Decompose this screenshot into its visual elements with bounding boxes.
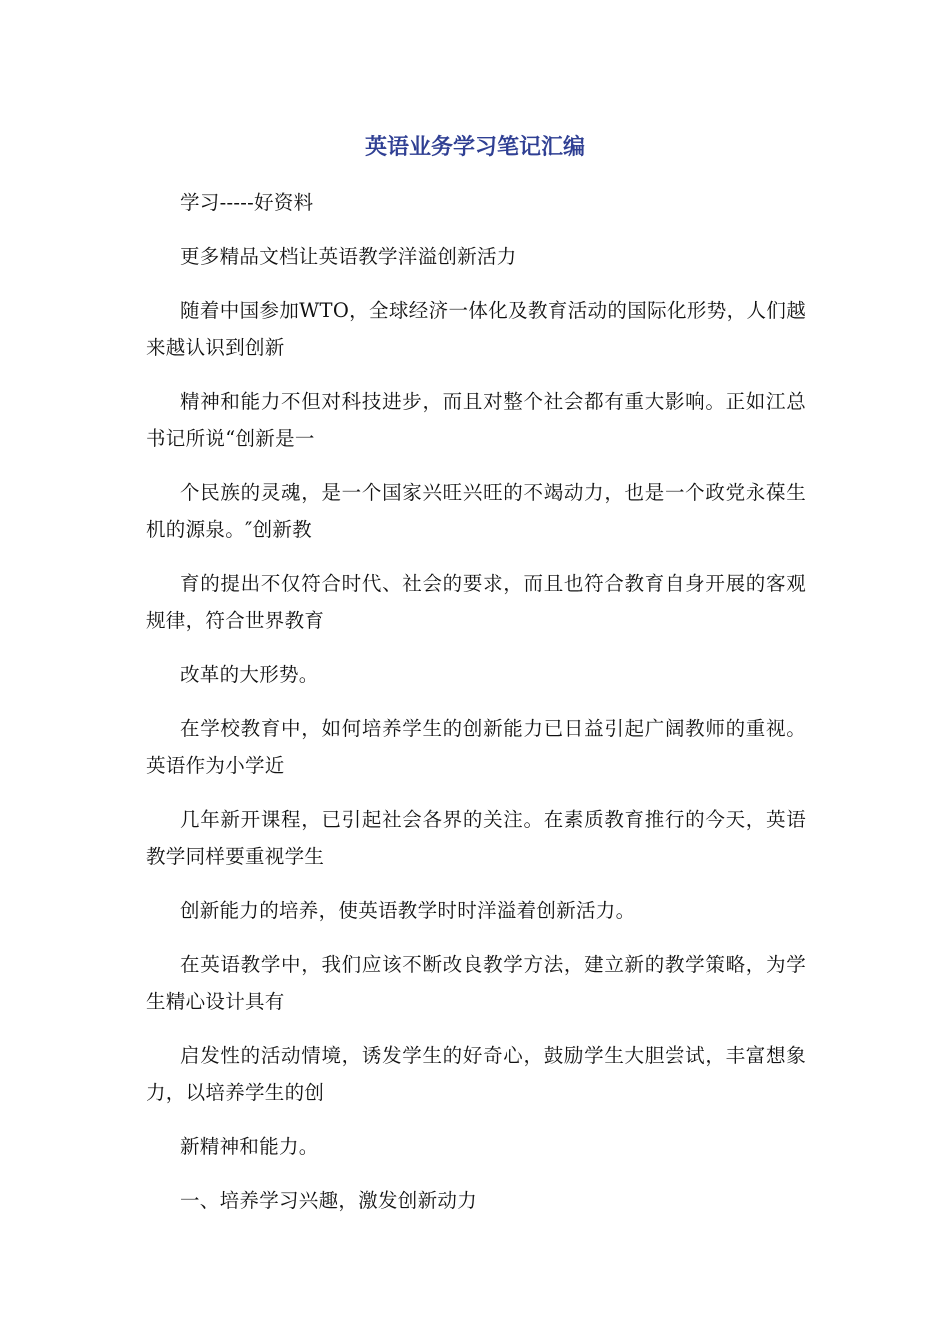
paragraph: 个民族的灵魂，是一个国家兴旺兴旺的不竭动力，也是一个政党永葆生机的源泉。″创新教 xyxy=(146,481,806,541)
paragraph: 学习-----好资料 xyxy=(180,191,314,214)
section-heading: 一、培养学习兴趣，激发创新动力 xyxy=(180,1189,478,1212)
paragraph: 改革的大形势。 xyxy=(180,663,319,686)
paragraph: 更多精品文档让英语教学洋溢创新活力 xyxy=(180,245,517,268)
paragraph: 新精神和能力。 xyxy=(180,1135,319,1158)
paragraph: 在英语教学中，我们应该不断改良教学方法，建立新的教学策略，为学生精心设计具有 xyxy=(146,953,806,1013)
paragraph: 育的提出不仅符合时代、社会的要求，而且也符合教育自身开展的客观规律，符合世界教育 xyxy=(146,572,806,632)
paragraph: 启发性的活动情境，诱发学生的好奇心，鼓励学生大胆尝试，丰富想象力，以培养学生的创 xyxy=(146,1044,806,1104)
document-body xyxy=(146,184,806,1236)
paragraph: 创新能力的培养，使英语教学时时洋溢着创新活力。 xyxy=(180,899,636,922)
paragraph: 随着中国参加WTO，全球经济一体化及教育活动的国际化形势，人们越来越认识到创新 xyxy=(146,299,806,359)
document-title: 英语业务学习笔记汇编 xyxy=(364,135,585,160)
paragraph: 几年新开课程，已引起社会各界的关注。在素质教育推行的今天，英语教学同样要重视学生 xyxy=(146,808,806,868)
paragraph: 精神和能力不但对科技进步，而且对整个社会都有重大影响。正如江总书记所说“创新是一 xyxy=(146,390,806,450)
paragraph: 在学校教育中，如何培养学生的创新能力已日益引起广阔教师的重视。英语作为小学近 xyxy=(146,717,806,777)
